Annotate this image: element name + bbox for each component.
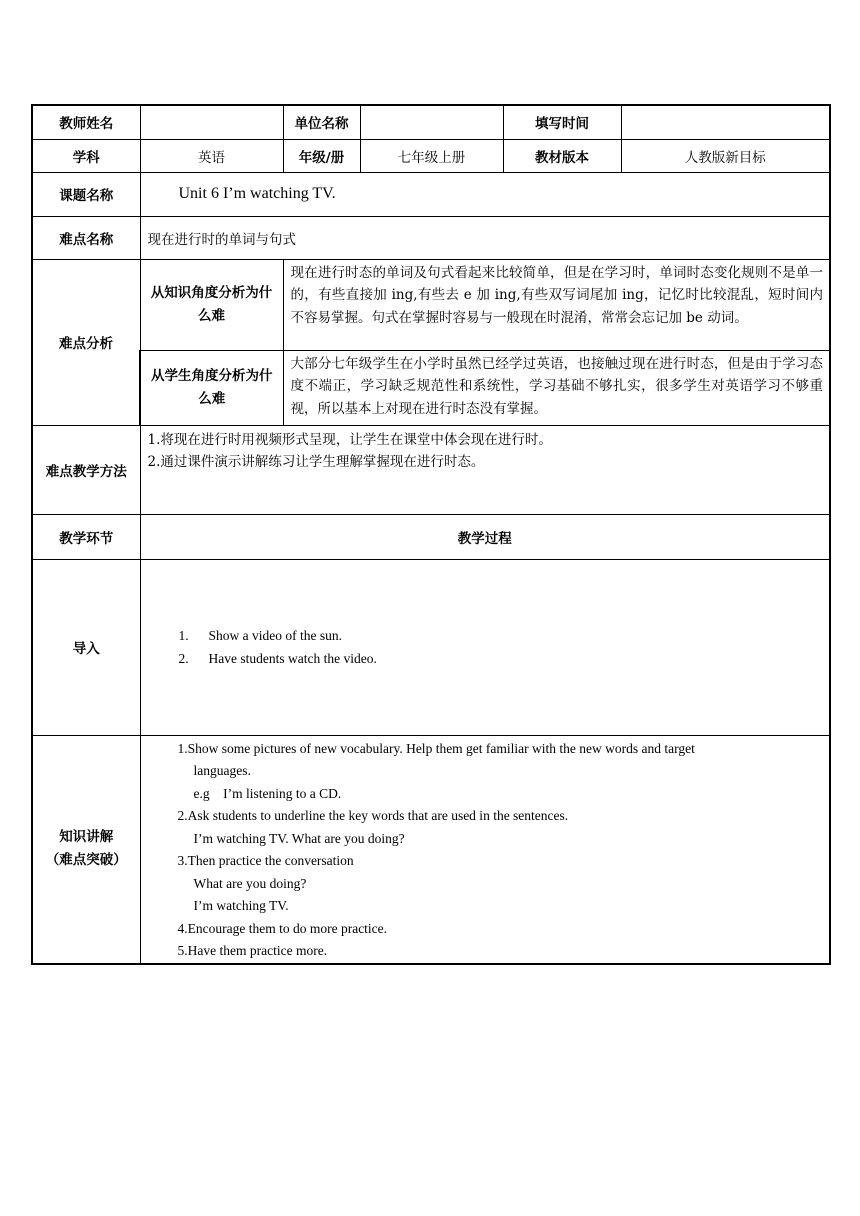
row-analysis-student [32, 350, 830, 425]
topic-value: Unit 6 I’m watching TV. [140, 172, 830, 216]
difficulty-label: 难点名称 [32, 216, 140, 259]
methods-label: 难点教学方法 [32, 425, 140, 514]
step-line: What are you doing? [193, 875, 307, 891]
methods-list [140, 425, 830, 514]
unit-name-value [360, 105, 503, 139]
row-subject-info [32, 139, 830, 172]
knowledge-steps [140, 735, 830, 964]
teacher-name-label: 教师姓名 [32, 105, 140, 139]
intro-list [140, 559, 830, 735]
row-methods [32, 425, 830, 514]
teacher-name-value [140, 105, 283, 139]
fill-time-value [621, 105, 830, 139]
row-knowledge [32, 735, 830, 964]
step-line: 3.Then practice the conversation [177, 853, 354, 868]
subject-label: 学科 [32, 139, 140, 172]
stage-header: 教学环节 [32, 514, 140, 559]
difficulty-value: 现在进行时的单词与句式 [140, 216, 830, 259]
row-process-header [32, 514, 830, 559]
edition-label: 教材版本 [503, 139, 621, 172]
unit-name-label: 单位名称 [283, 105, 360, 139]
step-line: e.g I’m listening to a CD. [193, 785, 342, 801]
student-angle-text: 大部分七年级学生在小学时虽然已经学过英语，也接触过现在进行时态，但是由于学习态度不端正，学习缺乏规范性和系统性，学习基础不够扎实，很多学生对英语学习不够重视，所以基本上对现在进行时态没有掌握。 [283, 350, 830, 425]
knowledge-angle-label: 从知识角度分析为什么难 [140, 259, 283, 350]
step-line: 2.Ask students to underline the key words that are used in the sentences. [177, 808, 569, 823]
intro-label: 导入 [32, 559, 140, 735]
step-line: 4.Encourage them to do more practice. [177, 920, 388, 936]
student-angle-label: 从学生角度分析为什么难 [140, 350, 283, 425]
method-item: 2.通过课件演示讲解练习让学生理解掌握现在进行时态。 [147, 454, 485, 470]
topic-label: 课题名称 [32, 172, 140, 216]
knowledge-angle-text: 现在进行时态的单词及句式看起来比较简单，但是在学习时，单词时态变化规则不是单一的，有些直接加 ing,有些去 e 加 ing,有些双写词尾加 ing，记忆时比较混乱，短时间内不容易掌握。句式在掌握时容易与一般现在时混淆，常常会忘记加 be 动词。 [283, 259, 830, 350]
row-analysis-knowledge [32, 259, 830, 350]
step-line: I’m watching TV. What are you doing? [193, 830, 405, 846]
intro-item: 1. Show a video of the sun. [178, 628, 342, 643]
step-line: 1.Show some pictures of new vocabulary. Help them get familiar with the new words and target [177, 740, 695, 756]
step-line: languages. [193, 763, 251, 778]
lesson-plan-table [31, 104, 831, 965]
intro-item: 2. Have students watch the video. [178, 651, 377, 666]
grade-value: 七年级上册 [360, 139, 503, 172]
method-item: 1.将现在进行时用视频形式呈现，让学生在课堂中体会现在进行时。 [147, 431, 552, 448]
grade-label: 年级/册 [283, 139, 360, 172]
edition-value: 人教版新目标 [621, 139, 830, 172]
row-intro [32, 559, 830, 735]
knowledge-section-label: 知识讲解 （难点突破） [32, 735, 140, 964]
fill-time-label: 填写时间 [503, 105, 621, 139]
subject-value: 英语 [140, 139, 283, 172]
process-header: 教学过程 [140, 514, 830, 559]
row-difficulty [32, 216, 830, 259]
analysis-label: 难点分析 [32, 259, 140, 425]
step-line: I’m watching TV. [193, 898, 289, 913]
row-teacher-info [32, 105, 830, 139]
row-topic [32, 172, 830, 216]
step-line: 5.Have them practice more. [177, 943, 328, 958]
